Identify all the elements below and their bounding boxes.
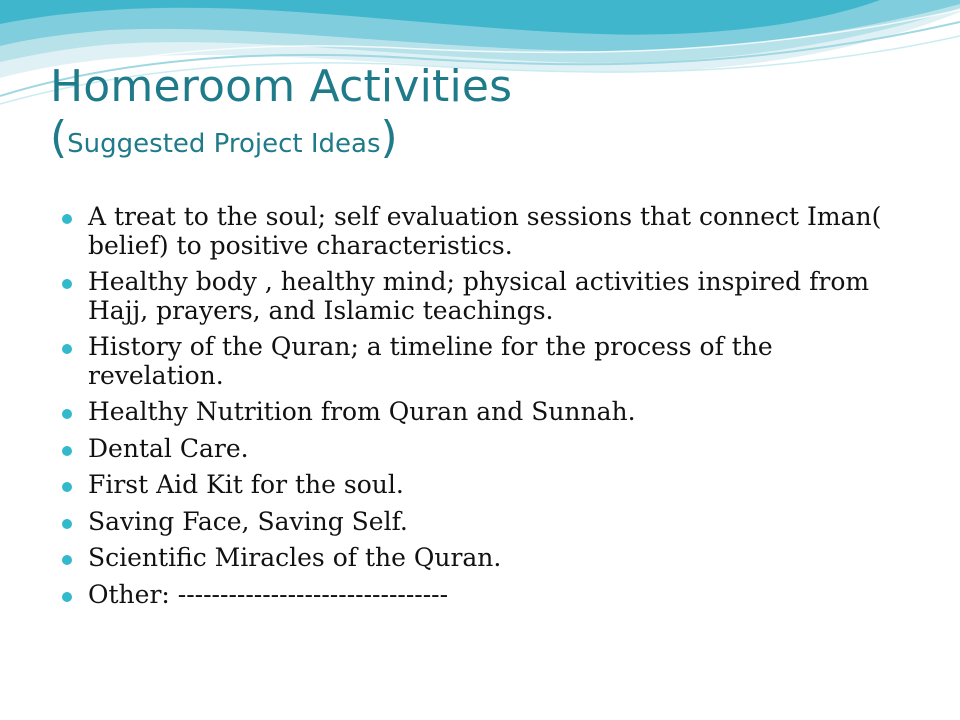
list-item xyxy=(62,268,892,325)
list-item xyxy=(62,435,892,464)
list-item-text: A treat to the soul; self evaluation sessions that connect Iman( belief) to positive characteristics. xyxy=(88,202,882,260)
subtitle: Suggested Project Ideas xyxy=(67,129,381,160)
list-item xyxy=(62,581,892,610)
bullet-dot-icon xyxy=(62,482,72,492)
list-item-text: Scientific Miracles of the Quran. xyxy=(88,543,502,572)
list-item xyxy=(62,544,892,573)
list-item-text: Other: -------------------------------- xyxy=(88,579,449,609)
list-item xyxy=(62,333,892,390)
subtitle-close-paren: ) xyxy=(380,112,398,164)
list-item-text: History of the Quran; a timeline for the process of the revelation. xyxy=(88,332,773,390)
list-item xyxy=(62,398,892,427)
slide-title xyxy=(50,62,910,163)
list-item xyxy=(62,471,892,500)
list-item-text: Saving Face, Saving Self. xyxy=(88,506,408,536)
bullet-dot-icon xyxy=(62,592,72,602)
bullet-list xyxy=(62,203,892,617)
list-item-text: Healthy Nutrition from Quran and Sunnah. xyxy=(88,397,636,426)
bullet-dot-icon xyxy=(62,446,72,456)
subtitle-line xyxy=(50,113,910,162)
list-item-text: Healthy body , healthy mind; physical activities inspired from Hajj, prayers, and Islamic teachings. xyxy=(88,267,870,325)
bullet-dot-icon xyxy=(62,519,72,529)
bullet-dot-icon xyxy=(62,214,72,224)
bullet-dot-icon xyxy=(62,279,72,289)
list-item xyxy=(62,203,892,260)
subtitle-open-paren: ( xyxy=(50,112,68,164)
list-item-text: Dental Care. xyxy=(88,433,249,463)
bullet-dot-icon xyxy=(62,555,72,565)
title-main: Homeroom Activities xyxy=(50,61,513,112)
list-item-text: First Aid Kit for the soul. xyxy=(88,470,404,499)
bullet-dot-icon xyxy=(62,344,72,354)
bullet-dot-icon xyxy=(62,409,72,419)
list-item xyxy=(62,508,892,537)
